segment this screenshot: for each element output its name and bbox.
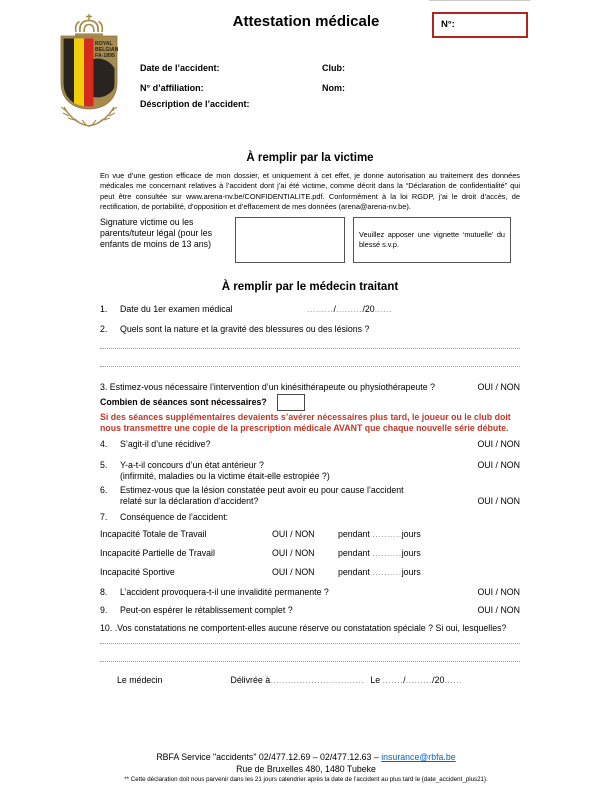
date-slash: /: [403, 674, 406, 685]
date-dots: .......: [382, 674, 404, 685]
question-6-line2: relaté sur la déclaration d’accident?: [120, 495, 259, 506]
question-3-yesno: OUI / NON: [477, 381, 520, 392]
header-fields: [140, 63, 520, 109]
shield-icon: [61, 36, 119, 109]
field-label-date-accident: Date de l’accident:: [140, 63, 220, 73]
pendant-label: pendant: [338, 547, 370, 558]
footer-deadline-note: ** Cette déclaration doit nous parvenir dans les 21 jours calendrier après la date de l’accident au plus tard le {date_accident_plus21}.: [124, 776, 488, 783]
answer-line-2[interactable]: [100, 366, 520, 367]
incapacity-yesno: OUI / NON: [272, 528, 315, 539]
exam-date-field[interactable]: [307, 304, 392, 315]
footer-address: Rue de Bruxelles 480, 1480 Tubeke: [236, 763, 376, 774]
delivered-place-field[interactable]: ................................: [270, 674, 365, 685]
incapacity-label: Incapacité Totale de Travail: [100, 528, 207, 539]
date-dots: .........: [405, 674, 433, 685]
answer-line-3[interactable]: [100, 643, 520, 644]
date-year-prefix: /20: [362, 303, 375, 314]
question-3: [100, 382, 520, 393]
seances-line: [100, 394, 520, 411]
question-7-number: 7.: [100, 511, 108, 522]
laurel-branches-icon: [61, 107, 117, 126]
jours-label: jours: [401, 566, 421, 577]
footer-contact-line: [0, 752, 612, 764]
signature-box[interactable]: [235, 217, 345, 263]
question-2-text: Quels sont la nature et la gravité des blessures ou des lésions ?: [120, 323, 370, 334]
question-8-number: 8.: [100, 586, 108, 597]
question-4: [100, 439, 520, 450]
question-6-yesno: OUI / NON: [477, 495, 520, 506]
question-4-text: S’agit-il d’une récidive?: [120, 438, 211, 449]
question-7-text: Conséquence de l’accident:: [120, 511, 229, 522]
logo-text-royal: ROYAL: [95, 41, 113, 47]
logo-text-fa1895: FA·1895: [95, 53, 115, 59]
question-8-yesno: OUI / NON: [477, 586, 520, 597]
incapacity-yesno: OUI / NON: [272, 566, 315, 577]
question-4-yesno: OUI / NON: [477, 438, 520, 449]
answer-line-1[interactable]: [100, 348, 520, 349]
incapacity-label: Incapacité Sportive: [100, 566, 175, 577]
victim-section-title: À remplir par la victime: [246, 152, 374, 164]
jours-label: jours: [401, 528, 421, 539]
question-6: [100, 485, 520, 507]
question-3-text: [100, 382, 435, 393]
seances-count-box[interactable]: [277, 394, 305, 411]
field-label-nom: Nom:: [322, 83, 345, 93]
question-3-number: 3.: [100, 381, 108, 392]
question-5: [100, 460, 520, 482]
question-1-text: Date du 1er examen médical: [120, 303, 233, 314]
question-2-number: 2.: [100, 323, 108, 334]
question-8: [100, 587, 520, 598]
form-body: [100, 140, 520, 686]
pendant-label: pendant: [338, 566, 370, 577]
delivered-at-label: Délivrée à: [230, 674, 271, 685]
question-6-number: 6.: [100, 484, 108, 495]
field-label-club: Club:: [322, 63, 345, 73]
warning-line-2: nous transmettre une copie de la prescription médicale AVANT que chaque nouvelle série débute.: [100, 423, 509, 434]
incapacity-row-sport: [100, 567, 520, 578]
doctor-section-title: À remplir par le médecin traitant: [221, 280, 399, 293]
form-footer: [0, 752, 612, 785]
question-10: [100, 623, 520, 634]
delivered-date-field[interactable]: [380, 675, 462, 686]
question-10-number: 10.: [100, 622, 113, 633]
signature-row: [100, 217, 520, 263]
question-6-line1: Estimez-vous que la lésion constatée peut avoir eu pour cause l’accident: [120, 484, 404, 495]
date-slash: /: [333, 303, 336, 314]
question-5-yesno: OUI / NON: [477, 459, 520, 470]
date-dots: ......: [444, 674, 463, 685]
duration-dots: ..........: [372, 547, 402, 558]
question-5-sub: (infirmité, maladies ou la victime était-elle estropiée ?): [120, 470, 330, 481]
footer-contact-text: RBFA Service "accidents" 02/477.12.69 – 02/477.12.63 –: [156, 752, 382, 762]
page-edge-line: [429, 0, 530, 1]
logo-text-belgian: BELGIAN: [95, 47, 119, 53]
pendant-label: pendant: [338, 528, 370, 539]
jours-label: jours: [401, 547, 421, 558]
question-6-text: [120, 485, 469, 507]
vignette-instruction: Veuillez apposer une vignette ‘mutuelle’ du blessé s.v.p.: [359, 230, 505, 249]
question-9-yesno: OUI / NON: [477, 604, 520, 615]
date-year-prefix: /20: [432, 674, 445, 685]
question-8-text: L’accident provoquera-t-il une invalidité permanente ?: [120, 586, 329, 597]
question-1-number: 1.: [100, 303, 108, 314]
doctor-label: Le médecin: [117, 674, 163, 685]
incapacity-row-partial: [100, 548, 520, 559]
question-1: [100, 304, 520, 315]
incapacity-duration[interactable]: [338, 548, 421, 559]
question-4-number: 4.: [100, 438, 108, 449]
question-5-text: [120, 460, 469, 482]
question-7: [100, 512, 520, 523]
question-9: [100, 605, 520, 616]
form-title: Attestation médicale: [232, 13, 380, 30]
warning-line-1: Si des séances supplémentaires devaients s’avérer nécessaires plus tard, le joueur ou le club doit: [100, 411, 511, 422]
duration-dots: ..........: [372, 566, 402, 577]
incapacity-row-total: [100, 529, 520, 540]
date-le-label: Le: [370, 674, 381, 685]
incapacity-duration[interactable]: [338, 529, 421, 540]
seances-label: Combien de séances sont nécessaires?: [100, 396, 267, 407]
field-label-description: Déscription de l’accident:: [140, 99, 250, 109]
privacy-consent-text: En vue d’une gestion efficace de mon dossier, et uniquement à cet effet, je donne autorisation au traitement des données médicales me concernant relatives à l’accident dont j’ai été victime, comme décrit dans la “Déclaration de confidentialité” qui peut être consultée sur www.arena-nv.be/CONFIDENTIALITE.pdf. Conformément à la loi RGDP, j’ai le droit d’accès, de rectification, de portabilité, d’opposition et d’effacement de mes données (arena@arena-nv.be).: [100, 171, 520, 212]
question-9-text: Peut-on espérer le rétablissement complet ?: [120, 604, 293, 615]
question-5-number: 5.: [100, 459, 108, 470]
field-label-affiliation: N° d’affiliation:: [140, 83, 204, 93]
date-dots: ......: [374, 303, 393, 314]
question-5-main: Y-a-t-il concours d’un état antérieur ?: [120, 459, 264, 470]
incapacity-label: Incapacité Partielle de Travail: [100, 547, 215, 558]
vignette-box[interactable]: [353, 217, 511, 263]
incapacity-duration[interactable]: [338, 567, 421, 578]
incapacity-yesno: OUI / NON: [272, 547, 315, 558]
question-10-text: .Vos constatations ne comportent-elles aucune réserve ou constatation spéciale ? Si oui, lesquelles?: [114, 622, 507, 633]
question-3-label: Estimez-vous nécessaire l’intervention d’un kinésithérapeute ou physiothérapeute ?: [109, 381, 435, 392]
supplementary-sessions-warning: [100, 412, 520, 435]
question-9-number: 9.: [100, 604, 108, 615]
doctor-signature-row: [100, 675, 520, 686]
date-dots: .........: [335, 303, 363, 314]
duration-dots: ..........: [372, 528, 402, 539]
dossier-number-label: N°:: [441, 19, 455, 30]
dossier-number-box[interactable]: [432, 12, 528, 38]
date-dots: .........: [307, 303, 334, 314]
answer-line-4[interactable]: [100, 661, 520, 662]
signature-label: Signature victime ou les parents/tuteur légal (pour les enfants de moins de 13 ans): [100, 216, 212, 250]
insurance-email-link[interactable]: insurance@rbfa.be: [381, 752, 456, 762]
question-2: [100, 324, 520, 335]
